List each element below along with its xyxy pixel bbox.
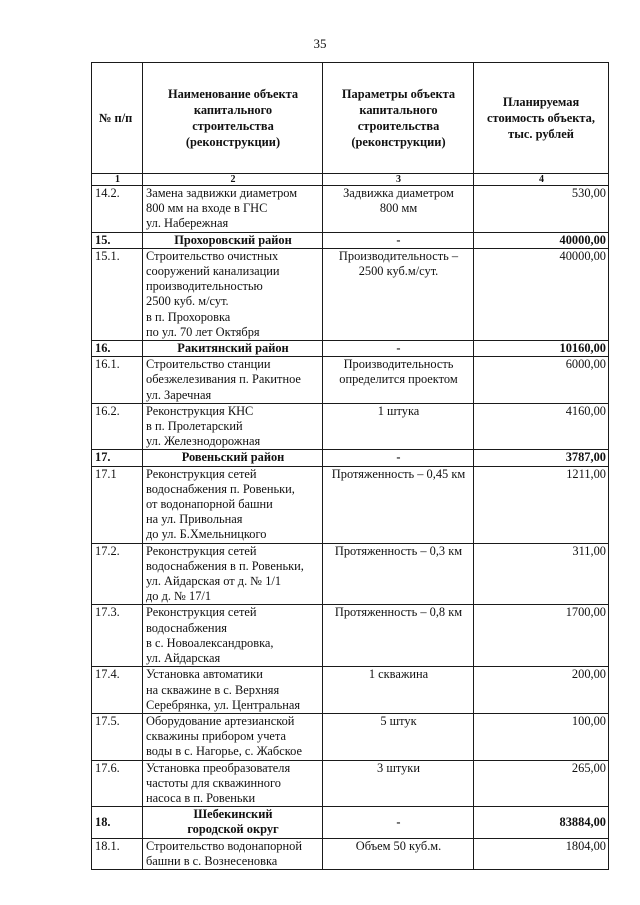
text-line: в п. Пролетарский <box>146 419 243 434</box>
row-number: 17.4. <box>92 667 143 714</box>
row-number: 15. <box>92 232 143 248</box>
district-row <box>92 450 609 466</box>
text-line: Шебекинский <box>193 807 273 822</box>
object-parameters <box>323 838 474 869</box>
text-line: 1 штука <box>377 403 420 418</box>
planned-cost: 265,00 <box>474 760 609 807</box>
object-parameters <box>323 450 474 466</box>
text-line: Реконструкция сетей <box>146 605 257 620</box>
text-line: Ракитянский район <box>177 341 289 356</box>
object-name <box>143 186 323 233</box>
text-line: Реконструкция сетей <box>146 466 257 481</box>
text-line: - <box>396 814 401 829</box>
header-planned-cost <box>474 63 609 174</box>
text-line: Реконструкция сетей <box>146 543 257 558</box>
header-line: капитального <box>193 103 273 117</box>
text-line: по ул. 70 лет Октября <box>146 324 260 339</box>
object-parameters <box>323 248 474 340</box>
object-parameters <box>323 186 474 233</box>
district-name <box>143 450 323 466</box>
text-line: на скважине в с. Верхняя <box>146 682 280 697</box>
text-line: определится проектом <box>339 372 458 387</box>
text-line: 2500 куб.м/сут. <box>358 264 439 279</box>
text-line: водоснабжения п. Ровеньки, <box>146 481 295 496</box>
text-line: от водонапорной башни <box>146 497 273 512</box>
header-line: Наименование объекта <box>167 87 299 101</box>
table-header-row <box>92 63 609 174</box>
row-number: 17. <box>92 450 143 466</box>
district-name <box>143 807 323 838</box>
planned-cost: 100,00 <box>474 713 609 760</box>
text-line: Протяженность – 0,8 км <box>334 605 463 620</box>
table-row <box>92 667 609 714</box>
text-line: водоснабжения в п. Ровеньки, <box>146 558 304 573</box>
planned-cost: 4160,00 <box>474 403 609 450</box>
object-name <box>143 760 323 807</box>
text-line: насоса в п. Ровеньки <box>146 790 256 805</box>
column-number: 4 <box>474 174 609 186</box>
planned-cost: 1700,00 <box>474 605 609 667</box>
row-number: 17.3. <box>92 605 143 667</box>
header-line: стоимость объекта, <box>487 111 595 125</box>
text-line: в п. Прохоровка <box>146 309 231 324</box>
text-line: Оборудование артезианской <box>146 713 295 728</box>
planned-cost: 200,00 <box>474 667 609 714</box>
planned-cost: 40000,00 <box>474 248 609 340</box>
text-line: Установка преобразователя <box>146 760 291 775</box>
table-row <box>92 713 609 760</box>
object-name <box>143 667 323 714</box>
column-number: 3 <box>323 174 474 186</box>
row-number: 17.2. <box>92 543 143 605</box>
object-parameters <box>323 466 474 543</box>
text-line: частоты для скважинного <box>146 775 281 790</box>
object-parameters <box>323 713 474 760</box>
object-name <box>143 466 323 543</box>
row-number: 16. <box>92 341 143 357</box>
text-line: Установка автоматики <box>146 667 263 682</box>
text-line: скважины прибором учета <box>146 729 286 744</box>
object-name <box>143 403 323 450</box>
object-parameters <box>323 232 474 248</box>
header-line: строительства <box>357 119 440 133</box>
header-object-parameters <box>323 63 474 174</box>
text-line: до д. № 17/1 <box>146 589 212 604</box>
table-row <box>92 248 609 340</box>
object-name <box>143 248 323 340</box>
header-line: (реконструкции) <box>351 135 446 149</box>
text-line: ул. Айдарская <box>146 651 221 666</box>
planned-cost: 1804,00 <box>474 838 609 869</box>
text-line: 800 мм <box>379 201 418 216</box>
text-line: Протяженность – 0,45 км <box>331 466 466 481</box>
header-line: Планируемая <box>502 95 580 109</box>
text-line: Строительство станции <box>146 357 271 372</box>
text-line: башни в с. Вознесеновка <box>146 853 278 868</box>
text-line: - <box>396 341 401 356</box>
text-line: обезжелезивания п. Ракитное <box>146 372 301 387</box>
object-name <box>143 713 323 760</box>
district-row <box>92 232 609 248</box>
planned-cost: 6000,00 <box>474 357 609 404</box>
text-line: Производительность – <box>338 248 459 263</box>
table-row <box>92 186 609 233</box>
text-line: Серебрянка, ул. Центральная <box>146 697 301 712</box>
object-parameters <box>323 357 474 404</box>
text-line: ул. Заречная <box>146 387 212 402</box>
column-number: 2 <box>143 174 323 186</box>
text-line: ул. Железнодорожная <box>146 434 261 449</box>
header-line: строительства <box>192 119 274 133</box>
row-number: 17.5. <box>92 713 143 760</box>
text-line: Ровеньский район <box>181 450 285 465</box>
header-line: Параметры объекта <box>341 87 456 101</box>
table-row <box>92 466 609 543</box>
object-parameters <box>323 341 474 357</box>
district-name <box>143 232 323 248</box>
text-line: Задвижка диаметром <box>343 186 454 200</box>
planned-cost: 311,00 <box>474 543 609 605</box>
row-number: 15.1. <box>92 248 143 340</box>
text-line: Замена задвижки диаметром <box>146 186 298 200</box>
row-number: 16.2. <box>92 403 143 450</box>
column-number-row <box>92 174 609 186</box>
district-total-cost: 40000,00 <box>474 232 609 248</box>
column-number: 1 <box>92 174 143 186</box>
text-line: Реконструкция КНС <box>146 403 254 418</box>
row-number: 16.1. <box>92 357 143 404</box>
object-name <box>143 838 323 869</box>
district-total-cost: 3787,00 <box>474 450 609 466</box>
district-row <box>92 807 609 838</box>
table-row <box>92 605 609 667</box>
text-line: - <box>396 232 401 247</box>
header-object-name <box>143 63 323 174</box>
text-line: Прохоровский район <box>174 232 292 247</box>
object-name <box>143 357 323 404</box>
object-parameters <box>323 760 474 807</box>
row-number: 18. <box>92 807 143 838</box>
object-parameters <box>323 667 474 714</box>
text-line: Строительство очистных <box>146 248 279 263</box>
object-parameters <box>323 543 474 605</box>
object-name <box>143 605 323 667</box>
text-line: производительностью <box>146 279 263 294</box>
header-line: капитального <box>359 103 438 117</box>
object-name <box>143 543 323 605</box>
table-row <box>92 357 609 404</box>
planned-cost: 530,00 <box>474 186 609 233</box>
text-line: Объем 50 куб.м. <box>355 838 442 853</box>
row-number: 17.6. <box>92 760 143 807</box>
text-line: 2500 куб. м/сут. <box>146 294 229 309</box>
text-line: городской округ <box>187 822 279 837</box>
text-line: 800 мм на входе в ГНС <box>146 201 268 216</box>
text-line: Протяженность – 0,3 км <box>334 543 463 558</box>
district-name <box>143 341 323 357</box>
planned-cost: 1211,00 <box>474 466 609 543</box>
table-row <box>92 760 609 807</box>
text-line: до ул. Б.Хмельницкого <box>146 527 267 542</box>
table-row <box>92 543 609 605</box>
row-number: 17.1 <box>92 466 143 543</box>
text-line: Строительство водонапорной <box>146 838 302 853</box>
table-row <box>92 838 609 869</box>
text-line: - <box>396 450 401 465</box>
header-number: № п/п <box>92 63 143 174</box>
object-parameters <box>323 403 474 450</box>
text-line: 3 штуки <box>377 760 420 775</box>
capital-construction-table <box>91 62 609 870</box>
page-number: 35 <box>313 36 327 51</box>
text-line: в с. Новоалександровка, <box>146 635 274 650</box>
row-number: 18.1. <box>92 838 143 869</box>
text-line: водоснабжения <box>146 620 227 635</box>
district-row <box>92 341 609 357</box>
text-line: ул. Айдарская от д. № 1/1 <box>146 574 282 589</box>
header-line: (реконструкции) <box>185 135 281 149</box>
text-line: ул. Набережная <box>146 216 229 231</box>
table-row <box>92 403 609 450</box>
row-number: 14.2. <box>92 186 143 233</box>
text-line: 1 скважина <box>368 667 429 682</box>
text-line: воды в с. Нагорье, с. Жабское <box>146 744 302 759</box>
header-line: тыс. рублей <box>508 127 574 141</box>
text-line: на ул. Привольная <box>146 512 243 527</box>
text-line: Производительность <box>343 357 454 372</box>
district-total-cost: 10160,00 <box>474 341 609 357</box>
text-line: 5 штук <box>380 713 417 728</box>
object-parameters <box>323 605 474 667</box>
object-parameters <box>323 807 474 838</box>
district-total-cost: 83884,00 <box>474 807 609 838</box>
text-line: сооружений канализации <box>146 264 280 279</box>
